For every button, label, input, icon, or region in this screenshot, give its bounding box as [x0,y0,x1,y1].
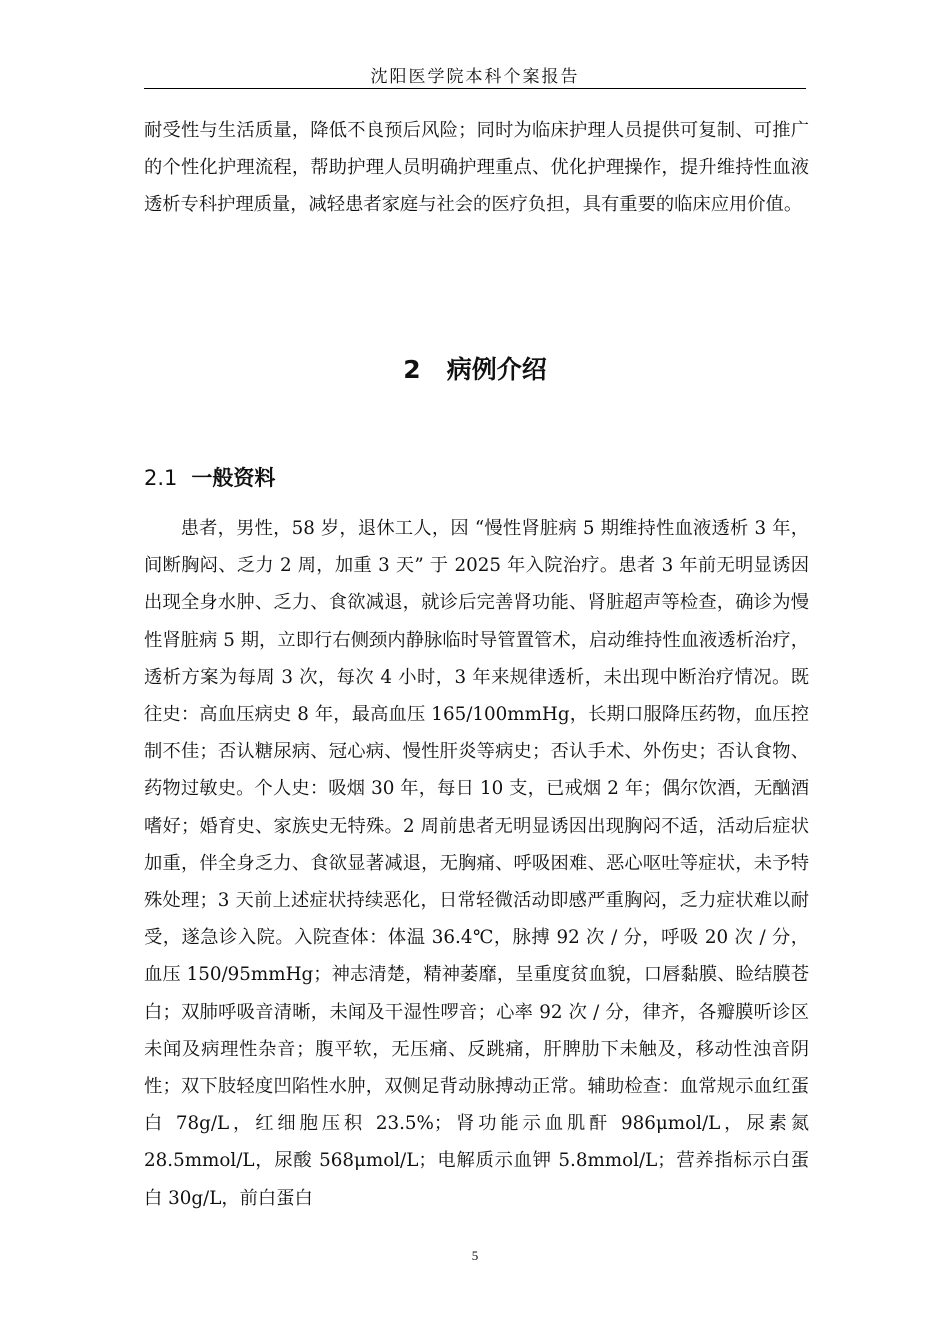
chapter-number: 2 [403,355,421,384]
intro-paragraph: 耐受性与生活质量，降低不良预后风险；同时为临床护理人员提供可复制、可推广的个性化护理流程，帮助护理人员明确护理重点、优化护理操作，提升维持性血液透析专科护理质量，减轻患者家庭与社会的医疗负担，具有重要的临床应用价值。 [144,120,809,216]
page-number: 5 [471,1248,479,1263]
section-heading [144,462,275,492]
chapter-heading [0,350,950,386]
header-rule [144,88,806,89]
section-title: 一般资料 [191,466,276,490]
section-number: 2.1 [144,466,178,490]
case-paragraph: 患者，男性，58 岁，退休工人，因 “慢性肾脏病 5 期维持性血液透析 3 年，间断胸闷、乏力 2 周，加重 3 天” 于 2025 年入院治疗。患者 3 年前无明显诱因出现全身水肿、乏力、食欲减退，就诊后完善肾功能、肾脏超声等检查，确诊为慢性肾脏病 5 期，立即行右侧颈内静脉临时导管置管术，启动维持性血液透析治疗，透析方案为每周 3 次，每次 4 小时，3 年来规律透析，未出现中断治疗情况。既往史：高血压病史 8 年，最高血压 165/100mmHg，长期口服降压药物，血压控制不佳；否认糖尿病、冠心病、慢性肝炎等病史；否认手术、外伤史；否认食物、药物过敏史。个人史：吸烟 30 年，每日 10 支，已戒烟 2 年；偶尔饮酒，无酗酒嗜好；婚育史、家族史无特殊。2 周前患者无明显诱因出现胸闷不适，活动后症状加重，伴全身乏力、食欲显著减退，无胸痛、呼吸困难、恶心呕吐等症状，未予特殊处理；3 天前上述症状持续恶化，日常轻微活动即感严重胸闷，乏力症状难以耐受，遂急诊入院。入院查体：体温 36.4℃，脉搏 92 次 / 分，呼吸 20 次 / 分，血压 150/95mmHg；神志清楚，精神萎靡，呈重度贫血貌，口唇黏膜、睑结膜苍白；双肺呼吸音清晰，未闻及干湿性啰音；心率 92 次 / 分，律齐，各瓣膜听诊区未闻及病理性杂音；腹平软，无压痛、反跳痛，肝脾肋下未触及，移动性浊音阴性；双下肢轻度凹陷性水肿，双侧足背动脉搏动正常。辅助检查：血常规示血红蛋白 78g/L，红细胞压积 23.5%；肾功能示血肌酐 986μmol/L，尿素氮 28.5mmol/L，尿酸 568μmol/L；电解质示血钾 5.8mmol/L；营养指标示白蛋白 30g/L，前白蛋白 [144,518,809,1209]
chapter-title: 病例介绍 [446,355,547,384]
page-header: 沈阳医学院本科个案报告 [370,67,580,87]
